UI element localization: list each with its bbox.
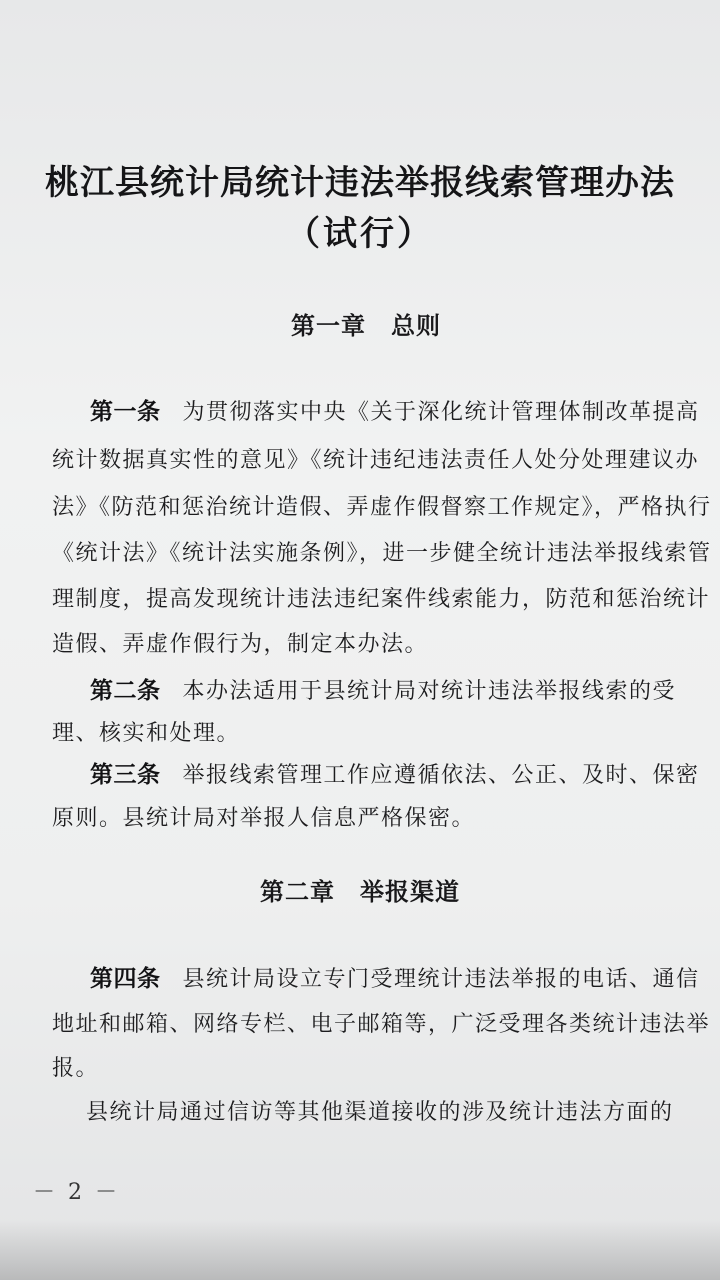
article-1-line-4: 《统计法》《统计法实施条例》，进一步健全统计违法举报线索管 [52,541,712,566]
article-label: 第一条 [90,398,161,425]
paragraph-line: 县统计局通过信访等其他渠道接收的涉及统计违法方面的 [86,1100,674,1125]
page-number: － 2 － [33,1180,120,1205]
article-1-line-5: 理制度，提高发现统计违法违纪案件线索能力，防范和惩治统计 [52,587,711,612]
article-3-line-2: 原则。县统计局对举报人信息严格保密。 [52,806,476,831]
article-4-line-3: 报。 [52,1056,100,1081]
article-text: 举报线索管理工作应遵循依法、公正、及时、保密 [182,763,700,788]
document-title: 桃江县统计局统计违法举报线索管理办法 [45,163,675,203]
chapter-heading-1: 第一章 总则 [291,311,441,340]
article-text: 本办法适用于县统计局对统计违法举报线索的受 [182,679,677,704]
article-text: 县统计局设立专门受理统计违法举报的电话、通信 [182,967,700,992]
article-2-line-2: 理、核实和处理。 [52,721,241,746]
article-4-line-1 [90,964,720,995]
article-1-line-3: 法》《防范和惩治统计造假、弄虚作假督察工作规定》，严格执行 [52,495,712,520]
article-1-line-1 [90,397,720,428]
article-label: 第三条 [90,761,161,788]
page-shadow [0,1220,720,1280]
article-1-line-6: 造假、弄虚作假行为，制定本办法。 [52,632,429,657]
article-text: 为贯彻落实中央《关于深化统计管理体制改革提高 [182,400,700,425]
article-3-line-1 [90,760,720,791]
article-1-line-2: 统计数据真实性的意见》《统计违纪违法责任人处分处理建议办 [52,448,700,473]
document-subtitle: （试行） [286,214,434,254]
article-2-line-1 [90,676,720,707]
article-label: 第二条 [90,677,161,704]
article-label: 第四条 [90,965,161,992]
chapter-heading-2: 第二章 举报渠道 [260,877,460,906]
article-4-line-2: 地址和邮箱、网络专栏、电子邮箱等，广泛受理各类统计违法举 [52,1012,711,1037]
